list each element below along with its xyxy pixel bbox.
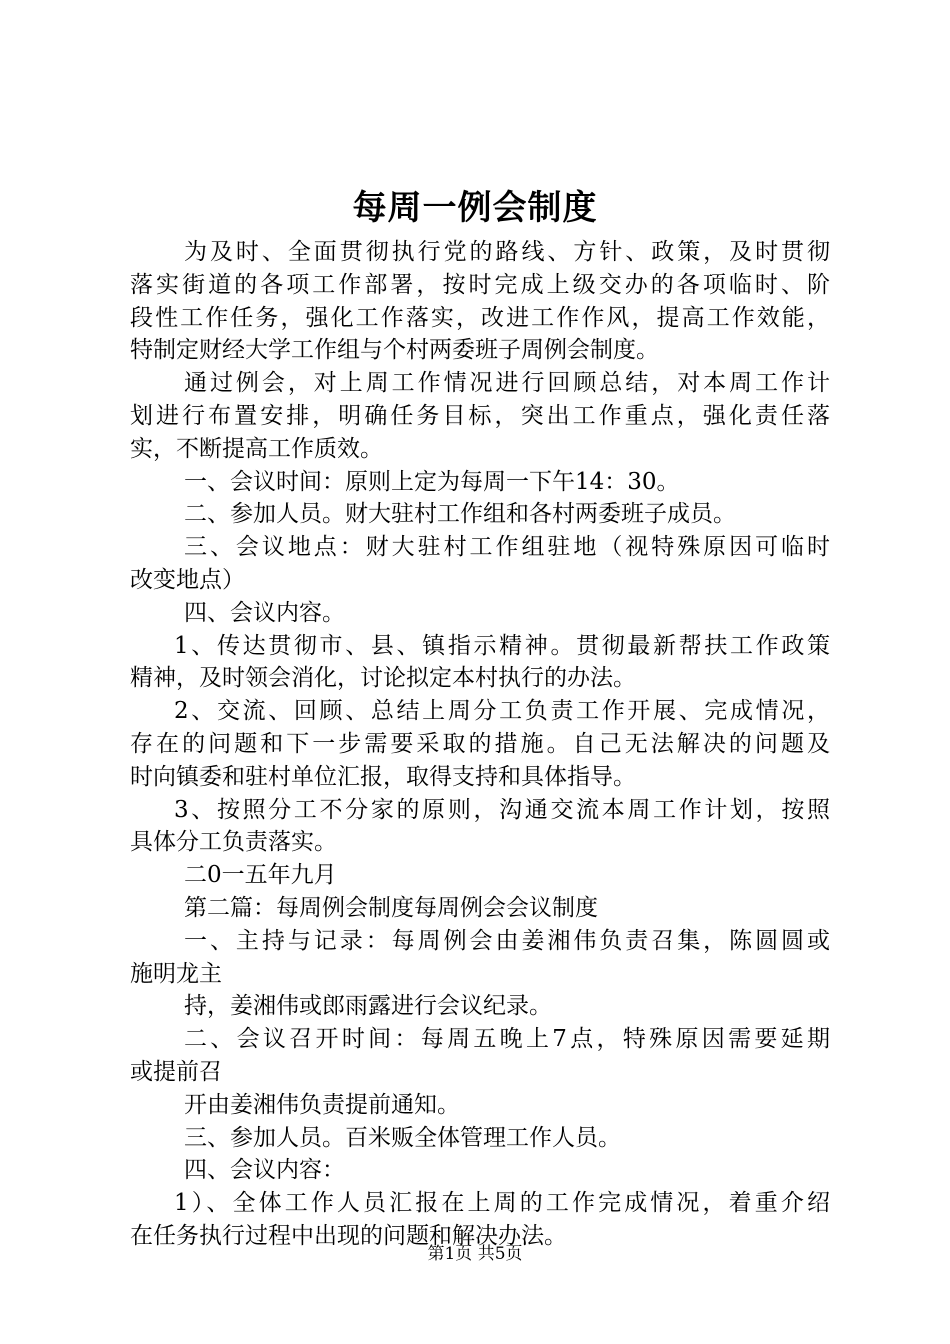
text-line: 或提前召 [130,1058,222,1085]
text-line: 三、会议地点：财大驻村工作组驻地（视特殊原因可临时 [184,534,830,561]
text-line: 具体分工负责落实。 [130,829,337,856]
page-title: 每周一例会制度 [352,188,598,228]
text-line: 划进行布置安排，明确任务目标，突出工作重点，强化责任落 [130,402,830,429]
text-line: 落实街道的各项工作部署，按时完成上级交办的各项临时、阶 [130,271,830,298]
text-line: 二、会议召开时间：每周五晚上7点，特殊原因需要延期 [184,1026,830,1053]
text-line: 在任务执行过程中出现的问题和解决办法。 [130,1222,567,1249]
text-line: 第二篇：每周例会制度每周例会会议制度 [184,894,598,921]
text-line: 特制定财经大学工作组与个村两委班子周例会制度。 [130,337,659,364]
text-line: 一、会议时间：原则上定为每周一下午14：30。 [184,468,680,495]
text-line: 改变地点） [130,566,245,593]
text-line: 四、会议内容： [184,1157,345,1184]
text-line: 四、会议内容。 [184,599,345,626]
document-body [130,236,830,1253]
text-line: 1、传达贯彻市、县、镇指示精神。贯彻最新帮扶工作政策 [174,632,830,659]
text-line: 开由姜湘伟负责提前通知。 [184,1091,460,1118]
text-line: 时向镇委和驻村单位汇报，取得支持和具体指导。 [130,763,636,790]
text-line: 施明龙主 [130,960,222,987]
text-line: 3、按照分工不分家的原则，沟通交流本周工作计划，按照 [174,796,830,823]
text-line: 持，姜湘伟或郎雨露进行会议纪录。 [184,993,552,1020]
text-line: 存在的问题和下一步需要采取的措施。自己无法解决的问题及 [130,730,830,757]
text-line: 二0一五年九月 [184,862,337,889]
text-line: 二、参加人员。财大驻村工作组和各村两委班子成员。 [184,501,736,528]
text-line: 段性工作任务，强化工作落实，改进工作作风，提高工作效能， [130,304,830,331]
text-line: 实，不断提高工作质效。 [130,435,383,462]
text-line: 通过例会，对上周工作情况进行回顾总结，对本周工作计 [184,370,830,397]
page-footer: 第1页 共5页 [427,1244,523,1264]
text-line: 三、参加人员。百米贩全体管理工作人员。 [184,1124,621,1151]
text-line: 2、交流、回顾、总结上周分工负责工作开展、完成情况， [174,698,830,725]
text-line: 为及时、全面贯彻执行党的路线、方针、政策，及时贯彻 [184,239,830,265]
text-line: 精神，及时领会消化，讨论拟定本村执行的办法。 [130,665,636,692]
text-line: 一、主持与记录：每周例会由姜湘伟负责召集，陈圆圆或 [184,927,830,954]
text-line: 1）、全体工作人员汇报在上周的工作完成情况，着重介绍 [174,1190,830,1217]
